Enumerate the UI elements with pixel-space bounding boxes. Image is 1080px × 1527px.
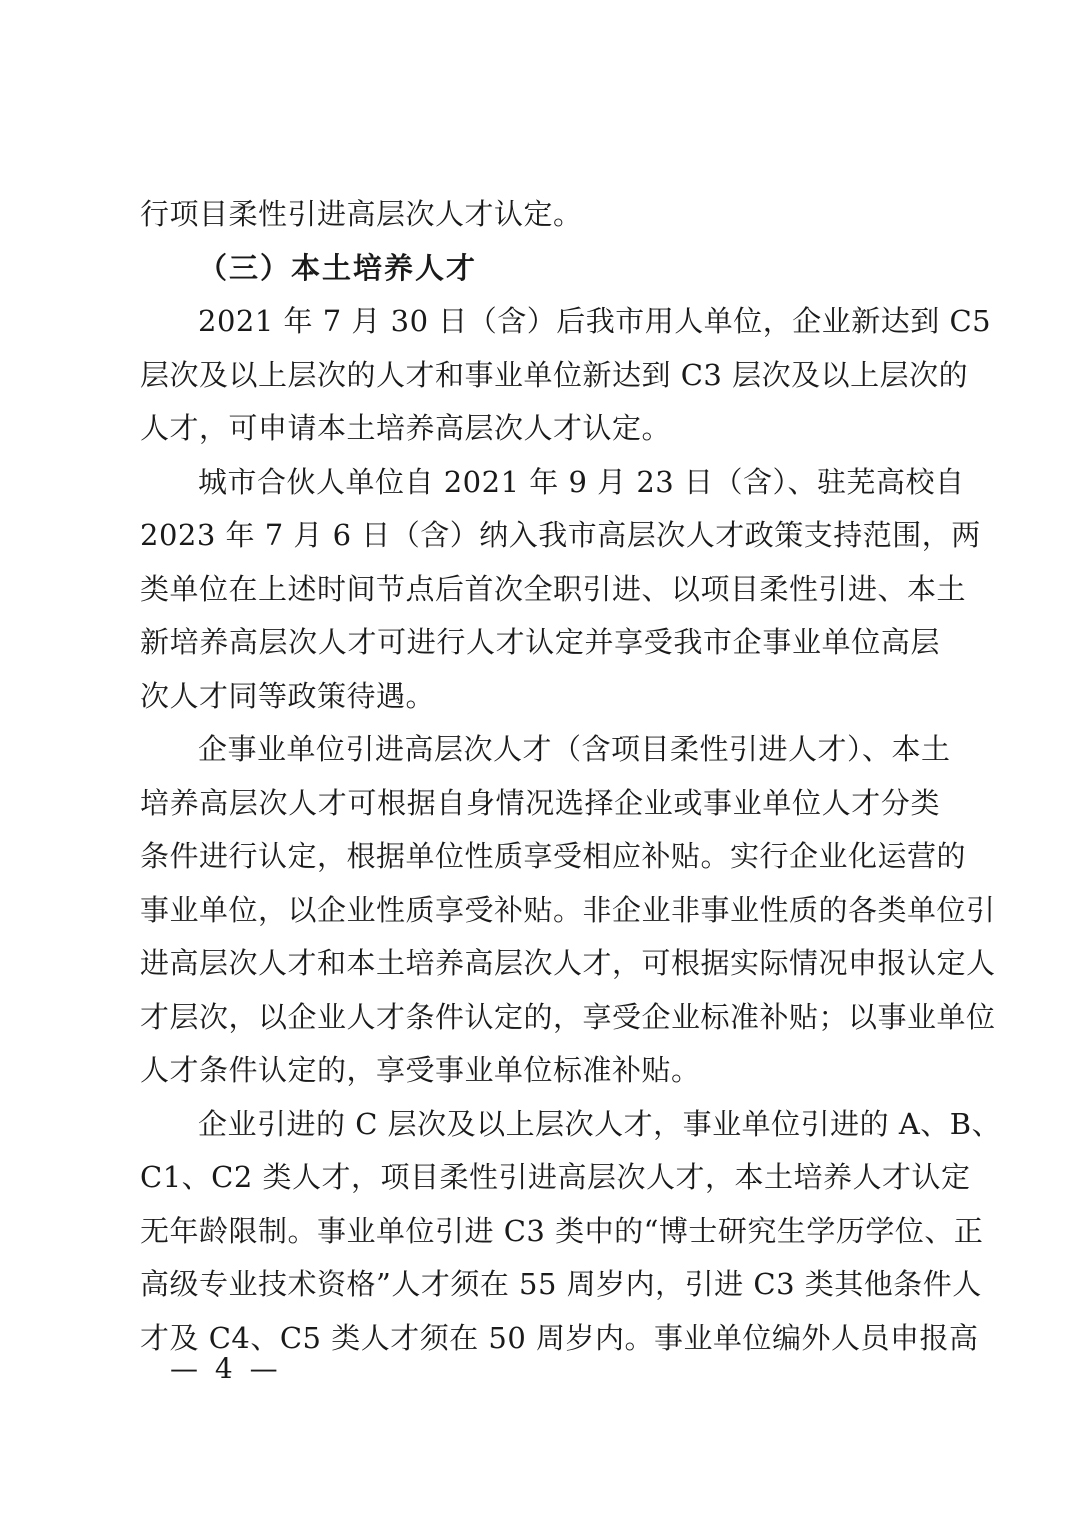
paragraph-2: [140, 456, 981, 724]
paragraph-line: 事业单位，以企业性质享受补贴。非企业非事业性质的各类单位引: [140, 892, 996, 927]
paragraph-line: 进高层次人才和本土培养高层次人才，可根据实际情况申报认定人: [140, 946, 996, 980]
paragraph-line: 企事业单位引进高层次人才（含项目柔性引进人才）、本土: [198, 732, 951, 766]
paragraph-line: 企业引进的 C 层次及以上层次人才，事业单位引进的 A、B、: [198, 1106, 1002, 1141]
paragraph-3: [140, 723, 996, 1098]
paragraph-line: 人才，可申请本土培养高层次人才认定。: [140, 411, 672, 445]
paragraph-line: 2021 年 7 月 30 日（含）后我市用人单位，企业新达到 C5: [198, 304, 992, 338]
page-number: — 4 —: [170, 1352, 282, 1385]
paragraph-line: 才及 C4、C5 类人才须在 50 周岁内。事业单位编外人员申报高: [140, 1320, 979, 1355]
paragraph-line: 新培养高层次人才可进行人才认定并享受我市企事业单位高层: [140, 625, 940, 659]
document-body: [140, 188, 1002, 1365]
paragraph-line: 培养高层次人才可根据自身情况选择企业或事业单位人才分类: [140, 785, 940, 820]
paragraph-1: [140, 295, 992, 456]
section-heading: （三）本土培养人才: [198, 250, 478, 285]
paragraph-line: 次人才同等政策待遇。: [140, 678, 436, 713]
intro-line: 行项目柔性引进高层次人才认定。: [140, 197, 583, 231]
paragraph-line: 类单位在上述时间节点后首次全职引进、以项目柔性引进、本土: [140, 571, 967, 606]
paragraph-line: 才层次，以企业人才条件认定的，享受企业标准补贴；以事业单位: [140, 999, 996, 1034]
paragraph-line: 条件进行认定，根据单位性质享受相应补贴。实行企业化运营的: [140, 839, 967, 873]
paragraph-line: 2023 年 7 月 6 日（含）纳入我市高层次人才政策支持范围，两: [140, 518, 981, 552]
paragraph-line: C1、C2 类人才，项目柔性引进高层次人才，本土培养人才认定: [140, 1160, 971, 1194]
paragraph-line: 无年龄限制。事业单位引进 C3 类中的“博士研究生学历学位、正: [140, 1213, 984, 1248]
paragraph-line: 人才条件认定的，享受事业单位标准补贴。: [140, 1053, 701, 1087]
paragraph-line: 高级专业技术资格”人才须在 55 周岁内，引进 C3 类其他条件人: [140, 1267, 982, 1301]
paragraph-line: 层次及以上层次的人才和事业单位新达到 C3 层次及以上层次的: [140, 357, 969, 392]
paragraph-4: [140, 1098, 1002, 1366]
paragraph-line: 城市合伙人单位自 2021 年 9 月 23 日（含）、驻芜高校自: [198, 464, 965, 499]
